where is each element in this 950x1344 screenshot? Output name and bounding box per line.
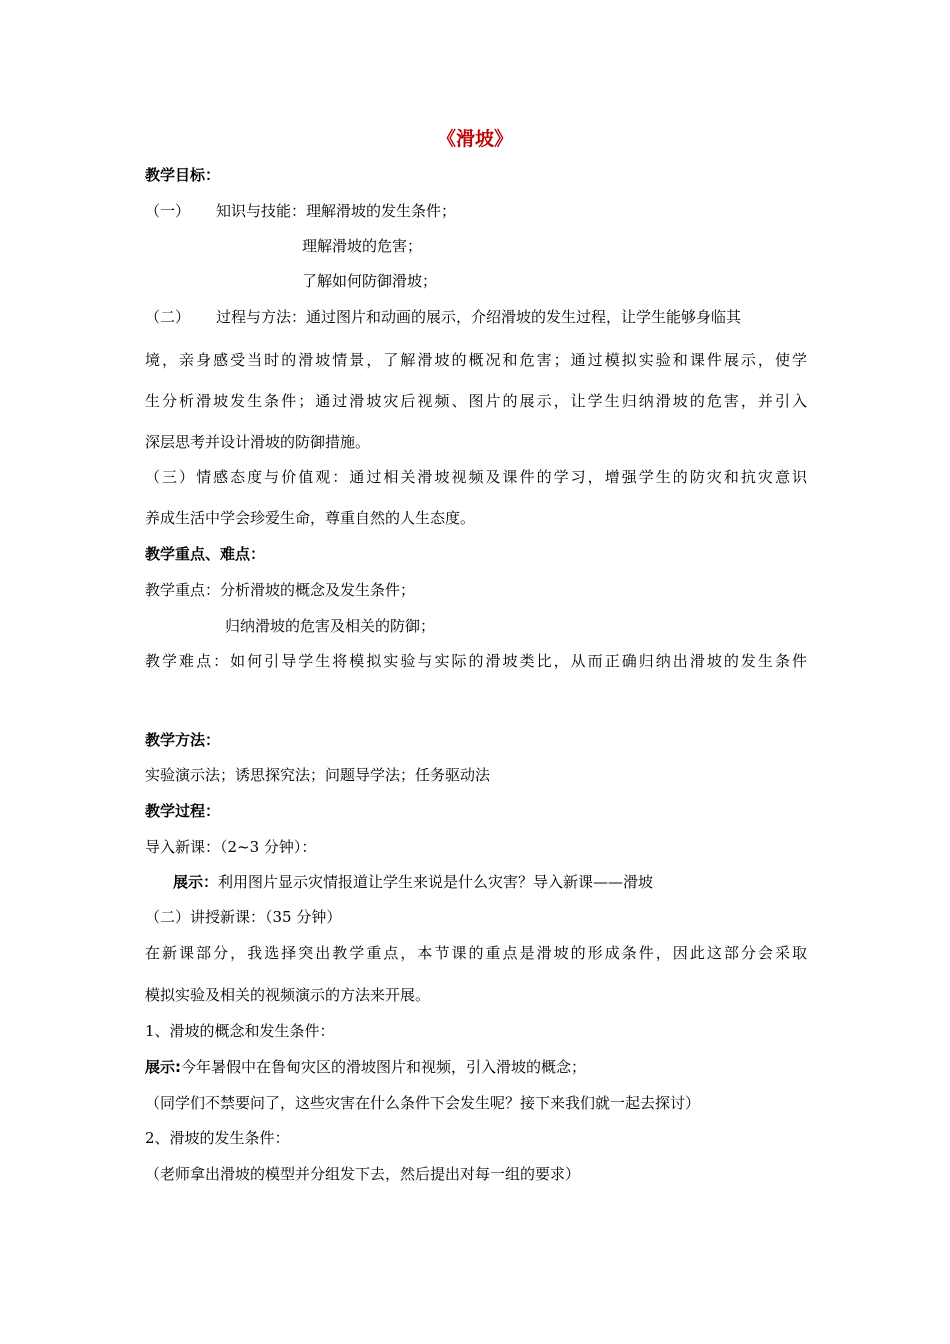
show-1-line xyxy=(173,872,653,892)
objective-2-line-2: 境，亲身感受当时的滑坡情景，了解滑坡的概况和危害；通过模拟实验和课件展示，使学 xyxy=(145,351,807,369)
show-2-text: 今年暑假中在鲁甸灾区的滑坡图片和视频，引入滑坡的概念； xyxy=(181,1058,587,1076)
note-1-line: （同学们不禁要问了，这些灾害在什么条件下会发生呢？接下来我们就一起去探讨） xyxy=(145,1094,701,1112)
objective-1-line-1 xyxy=(145,201,456,221)
paragraph-line-1: 在新课部分，我选择突出教学重点，本节课的重点是滑坡的形成条件，因此这部分会采取 xyxy=(145,944,807,962)
part-2-line: （二）讲授新课：（35 分钟） xyxy=(145,908,342,926)
methods-text: 实验演示法；诱思探究法；问题导学法；任务驱动法 xyxy=(145,766,491,784)
note-2-line: （老师拿出滑坡的模型并分组发下去，然后提出对每一组的要求） xyxy=(145,1165,581,1183)
show-1-label: 展示： xyxy=(173,873,219,891)
objective-3-line-2: 养成生活中学会珍爱生命，尊重自然的人生态度。 xyxy=(145,509,476,527)
objective-2-number: （二） xyxy=(145,308,191,326)
objective-1-line-3: 了解如何防御滑坡； xyxy=(302,272,438,290)
show-2-line xyxy=(145,1057,586,1077)
objective-1-line-2: 理解滑坡的危害； xyxy=(302,237,423,255)
focus-line-2: 归纳滑坡的危害及相关的防御； xyxy=(225,617,436,635)
objective-3-line-1: （三）情感态度与价值观：通过相关滑坡视频及课件的学习，增强学生的防灾和抗灾意识 xyxy=(145,468,807,486)
objective-2-line-4: 深层思考并设计滑坡的防御措施。 xyxy=(145,433,371,451)
objective-2-line-3: 生分析滑坡发生条件；通过滑坡灾后视频、图片的展示，让学生归纳滑坡的危害，并引入 xyxy=(145,392,807,410)
intro-line: 导入新课：（2~3 分钟）： xyxy=(145,838,317,856)
objective-2-text: 过程与方法：通过图片和动画的展示，介绍滑坡的发生过程，让学生能够身临其 xyxy=(216,308,742,326)
key-points-heading: 教学重点、难点： xyxy=(145,545,266,563)
objectives-heading: 教学目标： xyxy=(145,166,221,184)
focus-line-1: 教学重点：分析滑坡的概念及发生条件； xyxy=(145,581,416,599)
section-2-heading: 2、滑坡的发生条件： xyxy=(145,1129,290,1147)
difficulty-line: 教学难点：如何引导学生将模拟实验与实际的滑坡类比，从而正确归纳出滑坡的发生条件 xyxy=(145,652,807,670)
section-1-heading: 1、滑坡的概念和发生条件： xyxy=(145,1022,335,1040)
process-heading: 教学过程： xyxy=(145,802,221,820)
objective-1-text: 知识与技能：理解滑坡的发生条件； xyxy=(216,202,457,220)
objective-2-line-1 xyxy=(145,307,741,327)
show-1-text: 利用图片显示灾情报道让学生来说是什么灾害？导入新课——滑坡 xyxy=(218,873,654,891)
methods-heading: 教学方法： xyxy=(145,731,221,749)
show-2-label: 展示: xyxy=(145,1058,181,1076)
objective-1-number: （一） xyxy=(145,202,191,220)
document-title: 《滑坡》 xyxy=(436,128,513,150)
paragraph-line-2: 模拟实验及相关的视频演示的方法来开展。 xyxy=(145,986,431,1004)
